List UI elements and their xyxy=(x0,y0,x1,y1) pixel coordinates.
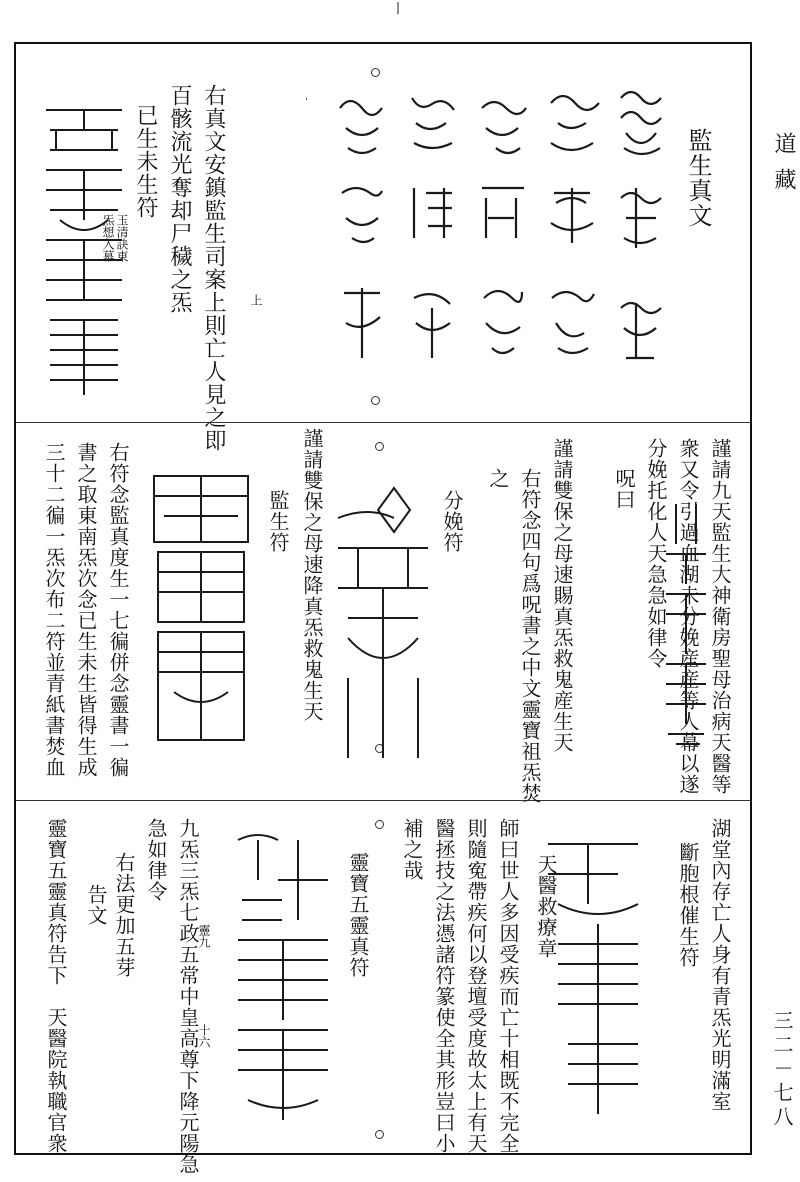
panel3-col-l4: 告文 xyxy=(84,884,108,926)
panel-divider-2 xyxy=(16,800,750,801)
panel1-body-col-1: 右真文安鎮監生司案上則亡人見之即 xyxy=(201,84,226,452)
panel2-col-r2: 衆又令引過血湖未分娩産産等人幕以遂 xyxy=(676,438,700,795)
panel3-col-l3: 右法更加五芽 xyxy=(112,852,136,978)
fu-label-top: 上 xyxy=(249,294,263,306)
fenmian-fu-label: 分娩符 xyxy=(440,490,464,553)
panel2-col-r3: 分娩托化人天急急如律令 xyxy=(644,438,668,669)
talisman-fenmian-upper xyxy=(656,494,716,764)
panel3-col-l1: 九炁三炁七政五常中皇高尊下降元陽急 xyxy=(176,818,200,1175)
talisman-jiansheng xyxy=(144,466,258,750)
panel3-col-m4: 補之哉 xyxy=(400,818,424,881)
panel3-col-l5: 靈寶五靈真符告下 天醫院執職官衆 xyxy=(44,818,68,1154)
panel2-col-m4: 謹請雙保之母速降真炁救鬼生天 xyxy=(300,428,324,722)
panel2-col-r4: 呪曰 xyxy=(612,468,636,510)
panel2-col-m2: 右符念四句爲呪書之中文靈寶祖炁焚 xyxy=(518,468,542,804)
panel3-col-m2: 則隨寃帶疾何以登壇受度故太上有天 xyxy=(464,818,488,1154)
talisman-wuling xyxy=(228,820,340,1126)
panel3-col-l2: 急如律令 xyxy=(144,818,168,902)
panel3-col-r2: 斷胞根催生符 xyxy=(676,842,700,968)
panel-divider-1 xyxy=(16,422,750,423)
panel1-body-col-3: 已生未生符 xyxy=(133,104,158,219)
panel1-title: 監生真文 xyxy=(684,128,712,228)
panel3-heading: 天醫救療章 xyxy=(534,854,558,959)
panel3-col-m3: 醫拯技之法憑諸符篆使全其形豈曰小 xyxy=(432,818,456,1154)
seal-script-grid xyxy=(306,78,666,398)
panel2-col-m3: 之 xyxy=(486,468,510,489)
binding-hole xyxy=(375,820,384,829)
panel2-col-m1: 謹請雙保之母速賜真炁救鬼産生天 xyxy=(550,438,574,753)
panel3-col-r1: 湖堂內存亡人身有青炁光明滿室 xyxy=(708,818,732,1112)
panel2-col-r1: 謹請九天監生大神衛房聖母治病天醫等 xyxy=(708,438,732,795)
top-mark: | xyxy=(396,0,401,14)
panel2-col-l2: 書之取東南炁次念已生未生皆得生成 xyxy=(74,442,98,778)
binding-hole xyxy=(375,442,384,451)
panel2-col-l1: 右符念監真度生一七徧併念靈書一徧 xyxy=(106,442,130,778)
panel1-note-1: 玉清訣東 xyxy=(115,214,129,262)
panel3-small-mark-2: 十六 xyxy=(197,1024,211,1048)
talisman-fenmian xyxy=(328,478,440,768)
panel1-body-col-2: 百骸流光奪却尸穢之炁 xyxy=(167,84,192,314)
panel3-small-mark-1: 靈九 xyxy=(197,924,211,948)
page-frame xyxy=(14,42,752,1175)
page-number: 三二－七八 xyxy=(770,1010,794,1130)
wuling-fu-title: 靈寶五靈真符 xyxy=(346,852,370,978)
panel1-note-2: 炁想入幕 xyxy=(101,214,115,262)
binding-hole xyxy=(375,1130,384,1139)
panel2-col-l3: 三十二徧一炁次布二符並青紙書焚血 xyxy=(42,442,66,778)
panel3-col-m1: 師曰世人多因受疾而亡十相既不完全 xyxy=(496,818,520,1154)
binding-hole xyxy=(371,68,380,77)
book-title: 道藏 xyxy=(771,132,796,204)
jiansheng-fu-label: 監生符 xyxy=(266,490,290,553)
